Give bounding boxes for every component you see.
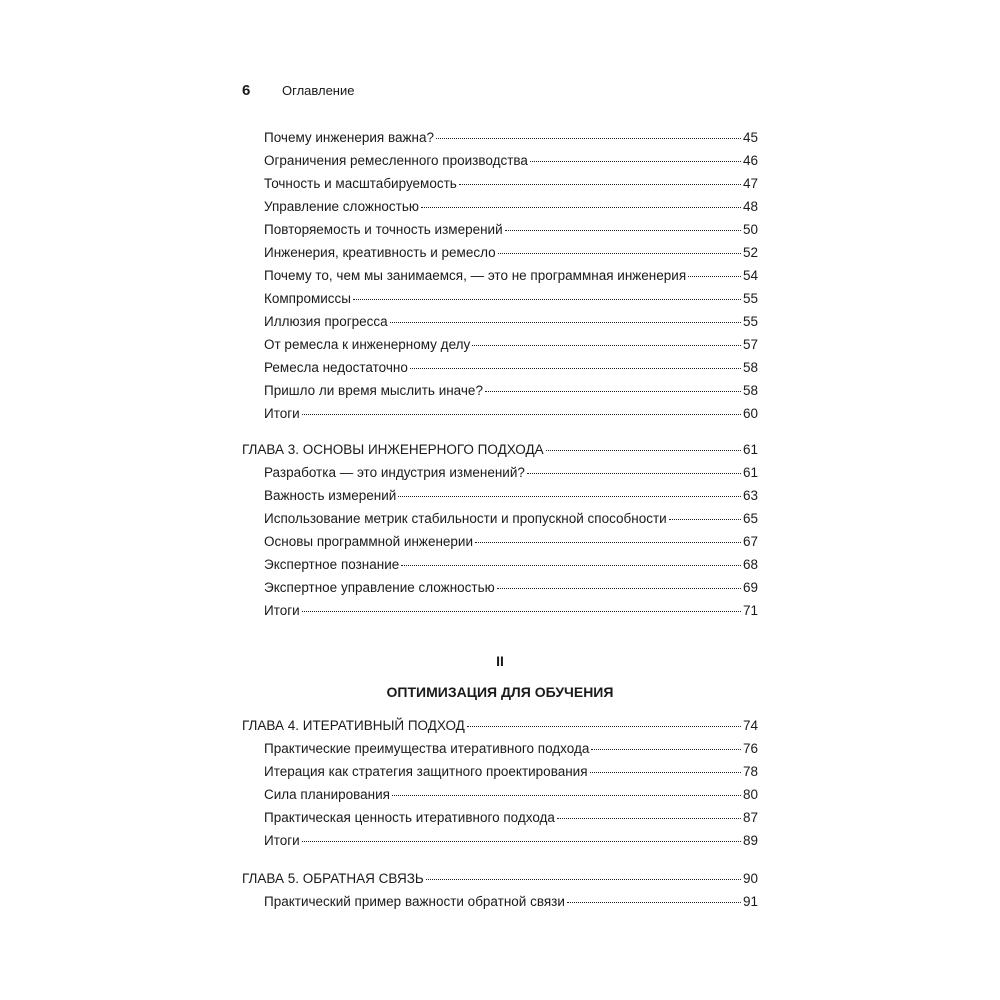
toc-page-number: 58	[742, 383, 758, 398]
toc-entry-row[interactable]	[242, 406, 758, 429]
toc-page-number: 46	[742, 153, 758, 168]
toc-page-number: 48	[742, 199, 758, 214]
dot-leader	[467, 726, 741, 727]
toc-section-chapter-3	[242, 442, 758, 626]
dot-leader	[472, 345, 741, 346]
toc-entry-row[interactable]	[242, 810, 758, 833]
dot-leader	[530, 161, 741, 162]
toc-entry-title: Управление сложностью	[264, 199, 420, 214]
dot-leader	[459, 184, 741, 185]
dot-leader	[426, 879, 741, 880]
toc-chapter-row[interactable]	[242, 871, 758, 894]
toc-page-number: 57	[742, 337, 758, 352]
toc-entry-title: Повторяемость и точность измерений	[264, 222, 503, 237]
toc-page-number: 80	[742, 787, 758, 802]
toc-page-number: 68	[742, 557, 758, 572]
dot-leader	[390, 322, 741, 323]
toc-entry-title: Разработка — это индустрия изменений?	[264, 465, 525, 480]
toc-entry-row[interactable]	[242, 534, 758, 557]
toc-entry-title: От ремесла к инженерному делу	[264, 337, 471, 352]
toc-page-number: 67	[742, 534, 758, 549]
dot-leader	[401, 565, 741, 566]
toc-entry-row[interactable]	[242, 153, 758, 176]
toc-entry-title: Практическая ценность итеративного подхода	[264, 810, 555, 825]
toc-section-chapter-5	[242, 871, 758, 917]
toc-section-1	[242, 130, 758, 429]
toc-entry-title: Точность и масштабируемость	[264, 176, 457, 191]
toc-section-chapter-4	[242, 718, 758, 856]
toc-entry-row[interactable]	[242, 557, 758, 580]
toc-entry-row[interactable]	[242, 511, 758, 534]
dot-leader	[497, 588, 741, 589]
part-title: ОПТИМИЗАЦИЯ ДЛЯ ОБУЧЕНИЯ	[386, 684, 614, 700]
toc-entry-row[interactable]	[242, 130, 758, 153]
dot-leader	[353, 299, 741, 300]
toc-page-number: 63	[742, 488, 758, 503]
toc-entry-title: Практический пример важности обратной связи	[264, 894, 565, 909]
toc-entry-row[interactable]	[242, 222, 758, 245]
toc-entry-row[interactable]	[242, 314, 758, 337]
dot-leader	[302, 611, 741, 612]
toc-entry-row[interactable]	[242, 603, 758, 626]
dot-leader	[392, 795, 741, 796]
running-head-title: Оглавление	[282, 83, 355, 98]
toc-entry-title: Инженерия, креативность и ремесло	[264, 245, 496, 260]
toc-entry-title: Почему инженерия важна?	[264, 130, 435, 145]
toc-page-number: 50	[742, 222, 758, 237]
toc-entry-title: ГЛАВА 3. ОСНОВЫ ИНЖЕНЕРНОГО ПОДХОДА	[242, 442, 544, 457]
toc-page-number: 61	[742, 465, 758, 480]
dot-leader	[436, 138, 741, 139]
toc-page-number: 47	[742, 176, 758, 191]
toc-chapter-row[interactable]	[242, 442, 758, 465]
toc-page-number: 89	[742, 833, 758, 848]
dot-leader	[567, 902, 741, 903]
dot-leader	[557, 818, 741, 819]
toc-page-number: 76	[742, 741, 758, 756]
toc-page-number: 52	[742, 245, 758, 260]
toc-entry-row[interactable]	[242, 833, 758, 856]
toc-page-number: 74	[742, 718, 758, 733]
toc-page-number: 54	[742, 268, 758, 283]
dot-leader	[590, 772, 741, 773]
dot-leader	[398, 496, 741, 497]
toc-page-number: 45	[742, 130, 758, 145]
toc-entry-row[interactable]	[242, 764, 758, 787]
dot-leader	[669, 519, 741, 520]
toc-entry-row[interactable]	[242, 488, 758, 511]
toc-entry-row[interactable]	[242, 787, 758, 810]
toc-entry-title: ГЛАВА 5. ОБРАТНАЯ СВЯЗЬ	[242, 871, 424, 886]
toc-chapter-row[interactable]	[242, 718, 758, 741]
toc-entry-title: Ограничения ремесленного производства	[264, 153, 528, 168]
toc-entry-row[interactable]	[242, 268, 758, 291]
toc-page-number: 71	[742, 603, 758, 618]
toc-entry-title: Использование метрик стабильности и пропускной способности	[264, 511, 667, 526]
toc-entry-title: Почему то, чем мы занимаемся, — это не программная инженерия	[264, 268, 687, 283]
toc-entry-title: ГЛАВА 4. ИТЕРАТИВНЫЙ ПОДХОД	[242, 718, 465, 733]
dot-leader	[421, 207, 741, 208]
toc-entry-row[interactable]	[242, 360, 758, 383]
toc-entry-title: Экспертное познание	[264, 557, 400, 572]
toc-page-number: 90	[742, 871, 758, 886]
part-number: II	[496, 653, 504, 669]
toc-entry-row[interactable]	[242, 337, 758, 360]
toc-entry-row[interactable]	[242, 894, 758, 917]
toc-page-number: 55	[742, 314, 758, 329]
running-head	[242, 82, 354, 99]
toc-entry-title: Экспертное управление сложностью	[264, 580, 495, 595]
toc-page-number: 87	[742, 810, 758, 825]
dot-leader	[410, 368, 741, 369]
toc-entry-title: Сила планирования	[264, 787, 390, 802]
toc-page-number: 65	[742, 511, 758, 526]
toc-entry-title: Итоги	[264, 603, 300, 618]
page-number: 6	[242, 82, 251, 99]
toc-entry-row[interactable]	[242, 383, 758, 406]
toc-entry-row[interactable]	[242, 291, 758, 314]
dot-leader	[498, 253, 741, 254]
toc-entry-title: Важность измерений	[264, 488, 397, 503]
dot-leader	[485, 391, 741, 392]
toc-entry-title: Итерация как стратегия защитного проектирования	[264, 764, 588, 779]
dot-leader	[475, 542, 741, 543]
toc-entry-row[interactable]	[242, 199, 758, 222]
toc-entry-title: Итоги	[264, 406, 300, 421]
toc-entry-title: Итоги	[264, 833, 300, 848]
toc-entry-title: Пришло ли время мыслить иначе?	[264, 383, 483, 398]
toc-page-number: 69	[742, 580, 758, 595]
toc-page-number: 78	[742, 764, 758, 779]
toc-entry-row[interactable]	[242, 580, 758, 603]
dot-leader	[302, 414, 741, 415]
toc-entry-title: Практические преимущества итеративного подхода	[264, 741, 590, 756]
toc-entry-row[interactable]	[242, 741, 758, 764]
toc-entry-title: Основы программной инженерии	[264, 534, 474, 549]
dot-leader	[546, 450, 741, 451]
toc-entry-title: Иллюзия прогресса	[264, 314, 388, 329]
toc-page-number: 60	[742, 406, 758, 421]
dot-leader	[505, 230, 741, 231]
dot-leader	[302, 841, 741, 842]
dot-leader	[688, 276, 741, 277]
toc-page-number: 91	[742, 894, 758, 909]
toc-page-number: 61	[742, 442, 758, 457]
toc-entry-row[interactable]	[242, 245, 758, 268]
dot-leader	[527, 473, 741, 474]
toc-entry-title: Ремесла недостаточно	[264, 360, 408, 375]
dot-leader	[591, 749, 741, 750]
toc-entry-title: Компромиссы	[264, 291, 352, 306]
toc-entry-row[interactable]	[242, 176, 758, 199]
toc-page-number: 58	[742, 360, 758, 375]
toc-entry-row[interactable]	[242, 465, 758, 488]
toc-page-number: 55	[742, 291, 758, 306]
